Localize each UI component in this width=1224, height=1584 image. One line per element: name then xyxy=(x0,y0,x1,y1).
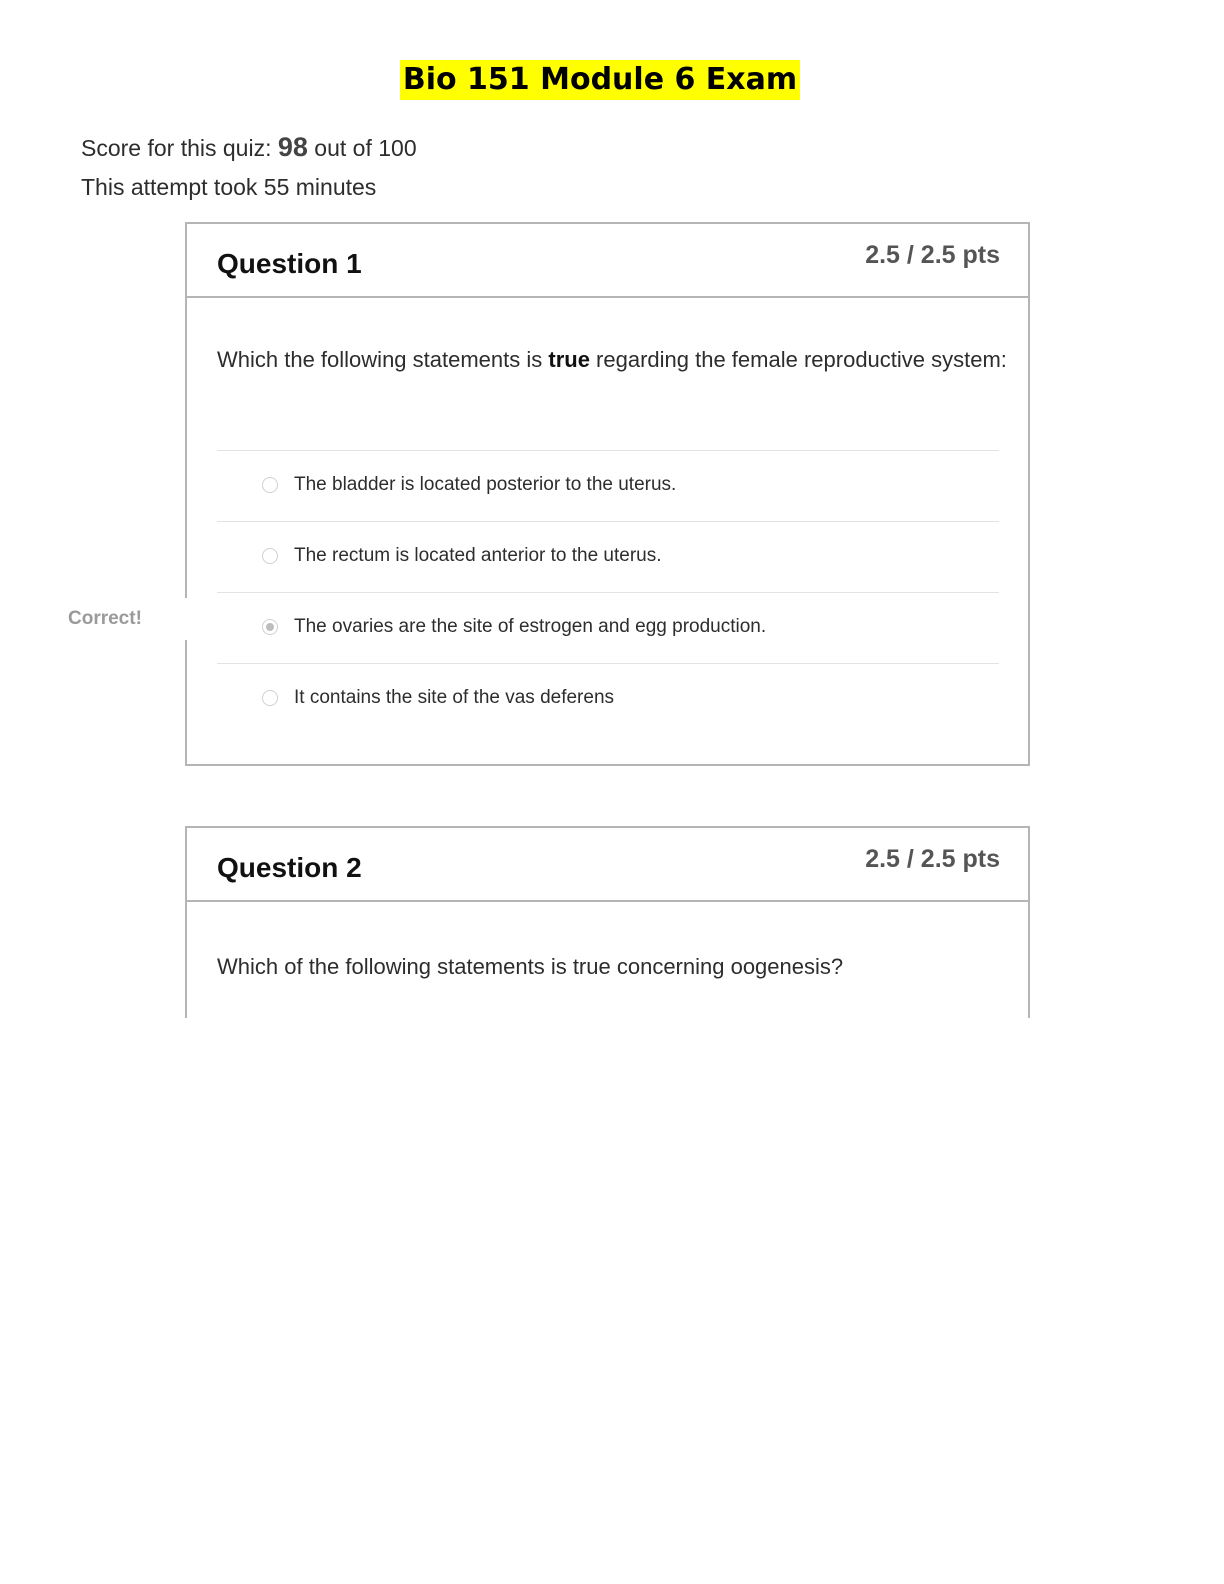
answer-option[interactable] xyxy=(217,521,999,592)
question-1-text-start: Which the following statements is xyxy=(217,347,549,372)
question-2-title: Question 2 xyxy=(217,852,362,883)
question-1-answers xyxy=(217,450,999,734)
radio-button[interactable] xyxy=(262,477,278,493)
question-2-card xyxy=(185,826,1030,1018)
radio-button[interactable] xyxy=(262,690,278,706)
question-1-text-bold: true xyxy=(548,347,590,372)
question-1-points: 2.5 / 2.5 pts xyxy=(865,241,1000,269)
question-1-title: Question 1 xyxy=(217,248,362,279)
question-1-card xyxy=(185,222,1030,766)
answer-text: It contains the site of the vas deferens xyxy=(294,687,615,708)
radio-button-selected[interactable] xyxy=(262,619,278,635)
answer-option-selected[interactable] xyxy=(217,592,999,663)
radio-button[interactable] xyxy=(262,548,278,564)
exam-title-block xyxy=(0,60,1200,100)
exam-title: Bio 151 Module 6 Exam xyxy=(400,60,800,100)
score-suffix: out of 100 xyxy=(307,135,417,161)
correct-feedback-label: Correct! xyxy=(68,608,142,629)
answer-option[interactable] xyxy=(217,663,999,734)
question-2-text: Which of the following statements is true concerning oogenesis? xyxy=(217,954,844,979)
score-value: 98 xyxy=(277,132,308,162)
answer-text: The bladder is located posterior to the uterus. xyxy=(294,474,677,495)
question-1-header xyxy=(187,224,1028,298)
score-prefix: Score for this quiz: xyxy=(81,135,278,161)
question-2-header xyxy=(187,828,1028,902)
feedback-gap xyxy=(180,598,192,640)
answer-text: The ovaries are the site of estrogen and egg production. xyxy=(294,616,767,637)
question-1-text xyxy=(217,341,1007,378)
answer-text: The rectum is located anterior to the uterus. xyxy=(294,545,662,566)
answer-option[interactable] xyxy=(217,450,999,521)
score-line xyxy=(81,130,417,165)
question-1-text-end: regarding the female reproductive system: xyxy=(589,347,1007,372)
attempt-duration: This attempt took 55 minutes xyxy=(81,174,377,200)
question-2-points: 2.5 / 2.5 pts xyxy=(865,845,1000,873)
